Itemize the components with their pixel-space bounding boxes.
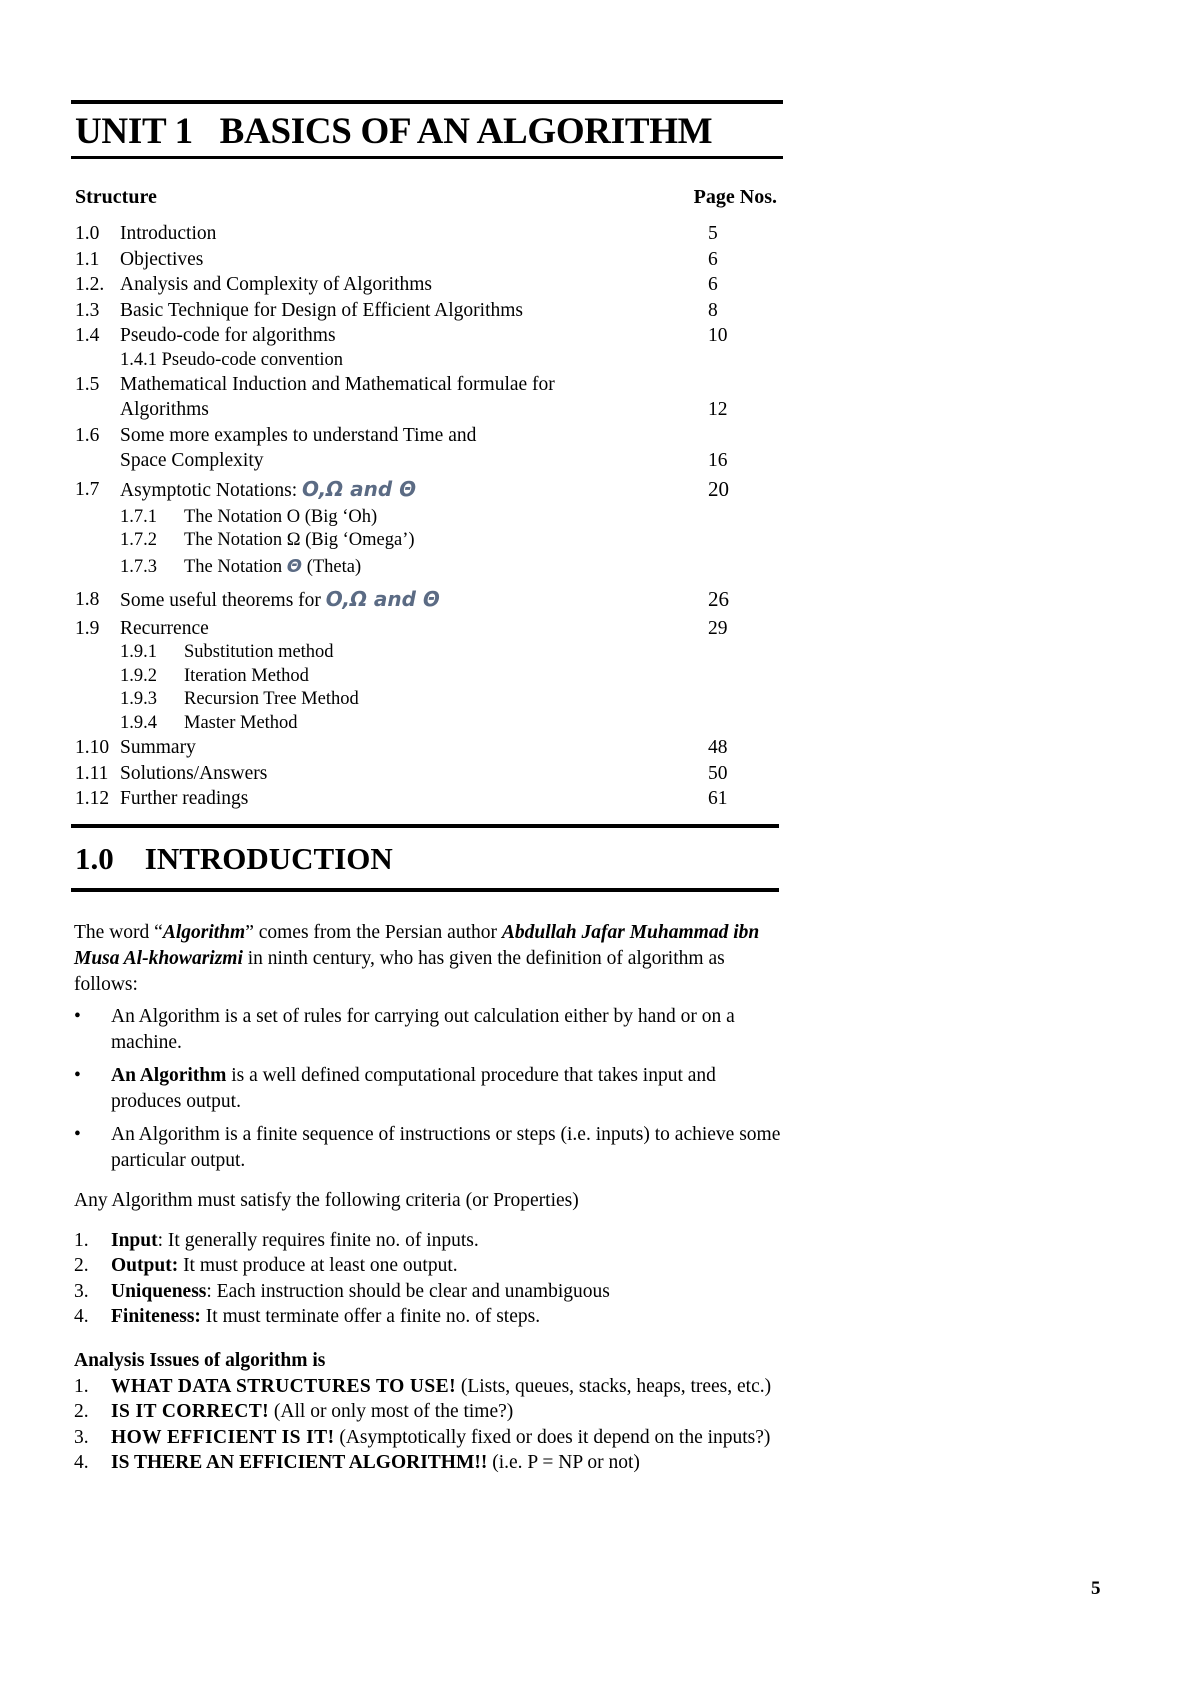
- toc-subrow: 1.7.3 The Notation Θ (Theta): [120, 555, 362, 577]
- list-item: • An Algorithm is a well defined computational procedure that takes input and produces output.: [74, 1063, 783, 1115]
- intro-paragraph: The word “Algorithm” comes from the Persian author Abdullah Jafar Muhammad ibn Musa Al-khowarizmi in ninth century, who has given the definition of algorithm as follows:: [74, 921, 760, 995]
- toc-row: 1.8 Some useful theorems for O,Ω and Θ 26: [75, 586, 729, 611]
- list-item: 1. Input: It generally requires finite no. of inputs.: [74, 1229, 479, 1251]
- toc-row: 1.12 Further readings 61: [75, 788, 728, 809]
- bullet-icon: •: [74, 1123, 81, 1145]
- page-nos-label: Page Nos.: [693, 186, 777, 208]
- toc-row: 1.6 Some more examples to understand Time and: [75, 424, 477, 446]
- list-item: 1. WHAT DATA STRUCTURES TO USE! (Lists, queues, stacks, heaps, trees, etc.): [74, 1375, 772, 1397]
- toc-row: 1.1 Objectives 6: [75, 248, 718, 270]
- toc-subrow: 1.7.1 The Notation O (Big ‘Oh): [120, 506, 378, 527]
- page-content: [71, 100, 783, 1476]
- bullet-icon: •: [74, 1005, 81, 1027]
- list-item: 2. IS IT CORRECT! (All or only most of the time?): [74, 1401, 514, 1422]
- title-rule: [71, 156, 783, 159]
- bullet-icon: •: [74, 1064, 81, 1086]
- list-item: 3. HOW EFFICIENT IS IT! (Asymptotically fixed or does it depend on the inputs?): [74, 1426, 771, 1448]
- section-top-rule: [71, 824, 779, 828]
- list-item: 2. Output: It must produce at least one output.: [74, 1255, 458, 1276]
- top-rule: [71, 100, 783, 104]
- toc-row: 1.9 Recurrence 29: [75, 617, 728, 639]
- toc-row: 1.7 Asymptotic Notations: O,Ω and Θ 20: [75, 476, 729, 501]
- section-bottom-rule: [71, 888, 779, 892]
- toc-row: 1.5 Mathematical Induction and Mathematical formulae for: [75, 373, 555, 395]
- toc-subrow: 1.9.4 Master Method: [120, 712, 298, 733]
- toc-row: Algorithms 12: [120, 399, 728, 420]
- toc-subrow: 1.9.2 Iteration Method: [120, 665, 309, 686]
- table-of-contents: [75, 221, 783, 812]
- analysis-heading: Analysis Issues of algorithm is: [74, 1349, 326, 1371]
- structure-label: Structure: [75, 186, 157, 208]
- analysis-list: [74, 1374, 783, 1476]
- toc-row: Space Complexity 16: [120, 450, 728, 471]
- unit-title: UNIT 1 BASICS OF AN ALGORITHM: [75, 111, 713, 152]
- definition-list: [74, 1004, 783, 1174]
- toc-row: 1.11 Solutions/Answers 50: [75, 762, 728, 784]
- toc-subrow: 1.4.1 Pseudo-code convention: [120, 349, 343, 370]
- toc-subrow: 1.7.2 The Notation Ω (Big ‘Omega’): [120, 530, 415, 550]
- toc-subrow: 1.9.3 Recursion Tree Method: [120, 689, 359, 709]
- toc-header: [75, 186, 777, 209]
- page-number: 5: [1091, 1578, 1101, 1599]
- toc-subrow: 1.9.1 Substitution method: [120, 642, 334, 662]
- criteria-intro: Any Algorithm must satisfy the following criteria (or Properties): [74, 1189, 579, 1211]
- toc-row: 1.2. Analysis and Complexity of Algorithms 6: [75, 274, 718, 295]
- toc-row: 1.3 Basic Technique for Design of Efficient Algorithms 8: [75, 299, 718, 321]
- list-item: 3. Uniqueness: Each instruction should be clear and unambiguous: [74, 1280, 610, 1302]
- theta-symbol: Θ: [286, 555, 303, 577]
- toc-row: 1.4 Pseudo-code for algorithms 10: [75, 325, 728, 346]
- criteria-list: [74, 1228, 783, 1330]
- section-title: 1.0 INTRODUCTION: [75, 840, 393, 876]
- math-symbols: O,Ω and Θ: [325, 586, 440, 611]
- list-item: • An Algorithm is a set of rules for carrying out calculation either by hand or on a machine.: [74, 1004, 783, 1056]
- math-symbols: O,Ω and Θ: [302, 476, 417, 501]
- toc-row: 1.0 Introduction 5: [75, 223, 718, 244]
- toc-row: 1.10 Summary 48: [75, 737, 728, 758]
- list-item: 4. IS THERE AN EFFICIENT ALGORITHM!! (i.e. P = NP or not): [74, 1452, 640, 1473]
- list-item: • An Algorithm is a finite sequence of instructions or steps (i.e. inputs) to achieve some particular output.: [74, 1122, 783, 1174]
- list-item: 4. Finiteness: It must terminate offer a finite no. of steps.: [74, 1306, 541, 1327]
